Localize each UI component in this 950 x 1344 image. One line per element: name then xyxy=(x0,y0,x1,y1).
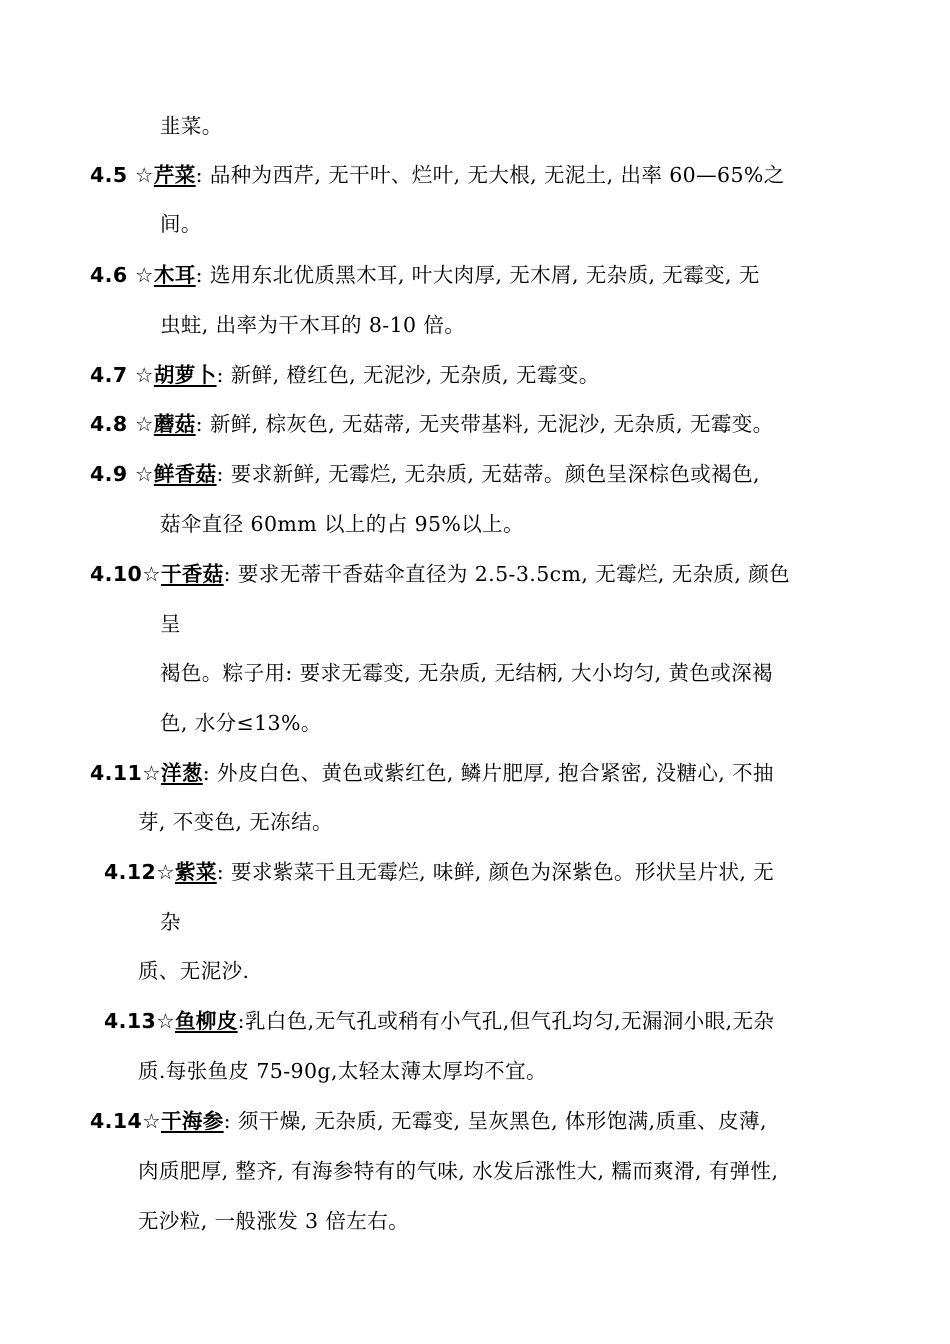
section-number: 4.12 xyxy=(104,860,157,884)
line-text: 虫蛀, 出率为干木耳的 8-10 倍。 xyxy=(160,313,466,337)
line-text: : 外皮白色、黄色或紫红色, 鳞片肥厚, 抱合紧密, 没糖心, 不抽 xyxy=(202,761,774,785)
section-heading-line xyxy=(104,1007,774,1035)
line-text: 无沙粒, 一般涨发 3 倍左右。 xyxy=(138,1209,410,1233)
text-line xyxy=(138,1157,778,1185)
section-keyword: 干香菇 xyxy=(160,562,224,586)
line-text: : 选用东北优质黑木耳, 叶大肉厚, 无木屑, 无杂质, 无霉变, 无 xyxy=(195,263,760,287)
section-heading-line xyxy=(90,560,790,588)
line-text: 杂 xyxy=(160,910,181,934)
section-heading-line xyxy=(90,361,600,389)
section-heading-line xyxy=(90,460,760,488)
star-marker: ☆ xyxy=(127,363,154,387)
text-line xyxy=(160,908,181,936)
section-number: 4.14 xyxy=(90,1109,143,1133)
text-line xyxy=(160,610,181,638)
line-text: 芽, 不变色, 无冻结。 xyxy=(138,810,333,834)
line-text: : 要求紫菜干且无霉烂, 味鲜, 颜色为深紫色。形状呈片状, 无 xyxy=(216,860,775,884)
section-heading-line xyxy=(90,161,785,189)
text-line xyxy=(160,510,524,538)
line-text: : 品种为西芹, 无干叶、烂叶, 无大根, 无泥土, 出率 60—65%之 xyxy=(195,163,785,187)
section-keyword: 蘑菇 xyxy=(153,412,196,436)
section-keyword: 鱼柳皮 xyxy=(174,1009,238,1033)
section-keyword: 洋葱 xyxy=(160,761,203,785)
section-number: 4.5 xyxy=(90,163,128,187)
star-marker: ☆ xyxy=(127,462,154,486)
line-text: 肉质肥厚, 整齐, 有海参特有的气味, 水发后涨性大, 糯而爽滑, 有弹性, xyxy=(138,1159,779,1183)
section-keyword: 鲜香菇 xyxy=(153,462,217,486)
line-text: 间。 xyxy=(160,212,202,236)
line-text: : 新鲜, 橙红色, 无泥沙, 无杂质, 无霉变。 xyxy=(216,363,600,387)
star-marker: ☆ xyxy=(127,412,154,436)
section-number: 4.10 xyxy=(90,562,143,586)
line-text: 质、无泥沙. xyxy=(138,959,250,983)
text-line xyxy=(160,311,465,339)
section-heading-line xyxy=(90,410,774,438)
text-line xyxy=(160,709,322,737)
line-text: 色, 水分≤13%。 xyxy=(160,711,322,735)
star-marker: ☆ xyxy=(142,761,161,785)
text-line xyxy=(160,210,202,238)
section-keyword: 芹菜 xyxy=(153,163,196,187)
line-text: : 须干燥, 无杂质, 无霉变, 呈灰黑色, 体形饱满,质重、皮薄, xyxy=(223,1109,767,1133)
section-heading-line xyxy=(90,759,774,787)
star-marker: ☆ xyxy=(127,163,154,187)
section-keyword: 干海参 xyxy=(160,1109,224,1133)
section-heading-line xyxy=(104,858,774,886)
line-text: 韭菜。 xyxy=(160,114,223,138)
section-number: 4.6 xyxy=(90,263,128,287)
star-marker: ☆ xyxy=(156,1009,175,1033)
text-line xyxy=(160,659,773,687)
text-line xyxy=(160,112,223,140)
line-text: :乳白色,无气孔或稍有小气孔,但气孔均匀,无漏洞小眼,无杂 xyxy=(237,1009,775,1033)
section-number: 4.8 xyxy=(90,412,128,436)
section-keyword: 紫菜 xyxy=(174,860,217,884)
section-number: 4.9 xyxy=(90,462,128,486)
text-line xyxy=(138,1057,547,1085)
text-line xyxy=(138,808,333,836)
text-line xyxy=(138,957,249,985)
line-text: : 要求新鲜, 无霉烂, 无杂质, 无菇蒂。颜色呈深棕色或褐色, xyxy=(216,462,760,486)
star-marker: ☆ xyxy=(127,263,154,287)
star-marker: ☆ xyxy=(156,860,175,884)
star-marker: ☆ xyxy=(142,1109,161,1133)
text-line xyxy=(138,1207,409,1235)
line-text: 呈 xyxy=(160,612,181,636)
section-keyword: 胡萝卜 xyxy=(153,363,217,387)
line-text: 质.每张鱼皮 75-90g,太轻太薄太厚均不宜。 xyxy=(138,1059,547,1083)
section-heading-line xyxy=(90,261,760,289)
line-text: 菇伞直径 60mm 以上的占 95%以上。 xyxy=(160,512,524,536)
section-number: 4.13 xyxy=(104,1009,157,1033)
line-text: : 新鲜, 棕灰色, 无菇蒂, 无夹带基料, 无泥沙, 无杂质, 无霉变。 xyxy=(195,412,774,436)
section-keyword: 木耳 xyxy=(153,263,196,287)
star-marker: ☆ xyxy=(142,562,161,586)
section-heading-line xyxy=(90,1107,767,1135)
line-text: 褐色。粽子用: 要求无霉变, 无杂质, 无结柄, 大小均匀, 黄色或深褐 xyxy=(160,661,773,685)
section-number: 4.7 xyxy=(90,363,128,387)
line-text: : 要求无蒂干香菇伞直径为 2.5-3.5cm, 无霉烂, 无杂质, 颜色 xyxy=(223,562,791,586)
section-number: 4.11 xyxy=(90,761,143,785)
